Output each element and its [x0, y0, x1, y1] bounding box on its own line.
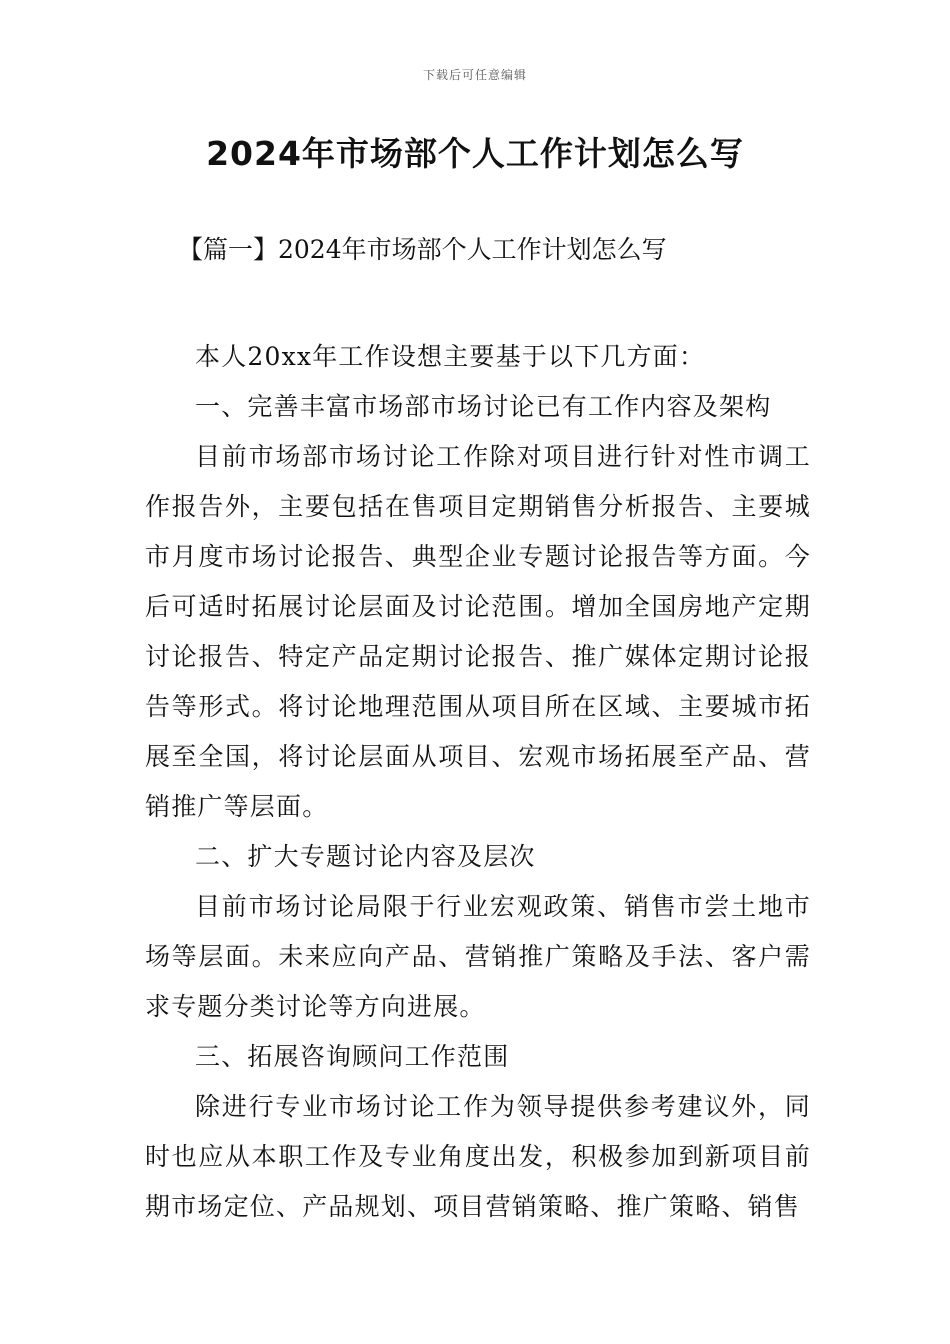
- document-body: [145, 332, 811, 1232]
- paragraph-three: 除进行专业市场讨论工作为领导提供参考建议外，同时也应从本职工作及专业角度出发，积极参加到新项目前期市场定位、产品规划、项目营销策略、推广策略、销售: [145, 1092, 811, 1221]
- intro-paragraph: 本人20xx年工作设想主要基于以下几方面：: [195, 342, 706, 371]
- paragraph-two: 目前市场讨论局限于行业宏观政策、销售市尝土地市场等层面。未来应向产品、营销推广策略及手法、客户需求专题分类讨论等方向进展。: [145, 892, 811, 1021]
- heading-three: 三、拓展咨询顾问工作范围: [195, 1042, 510, 1071]
- section-heading: 【篇一】2024年市场部个人工作计划怎么写: [178, 235, 667, 264]
- heading-one: 一、完善丰富市场部市场讨论已有工作内容及架构: [195, 392, 772, 421]
- header-note: 下载后可任意编辑: [422, 68, 527, 82]
- heading-two: 二、扩大专题讨论内容及层次: [195, 842, 536, 871]
- paragraph-one: 目前市场部市场讨论工作除对项目进行针对性市调工作报告外，主要包括在售项目定期销售分析报告、主要城市月度市场讨论报告、典型企业专题讨论报告等方面。今后可适时拓展讨论层面及讨论范围。增加全国房地产定期讨论报告、特定产品定期讨论报告、推广媒体定期讨论报告等形式。将讨论地理范围从项目所在区域、主要城市拓展至全国，将讨论层面从项目、宏观市场拓展至产品、营销推广等层面。: [145, 442, 811, 821]
- document-title: 2024年市场部个人工作计划怎么写: [206, 134, 744, 173]
